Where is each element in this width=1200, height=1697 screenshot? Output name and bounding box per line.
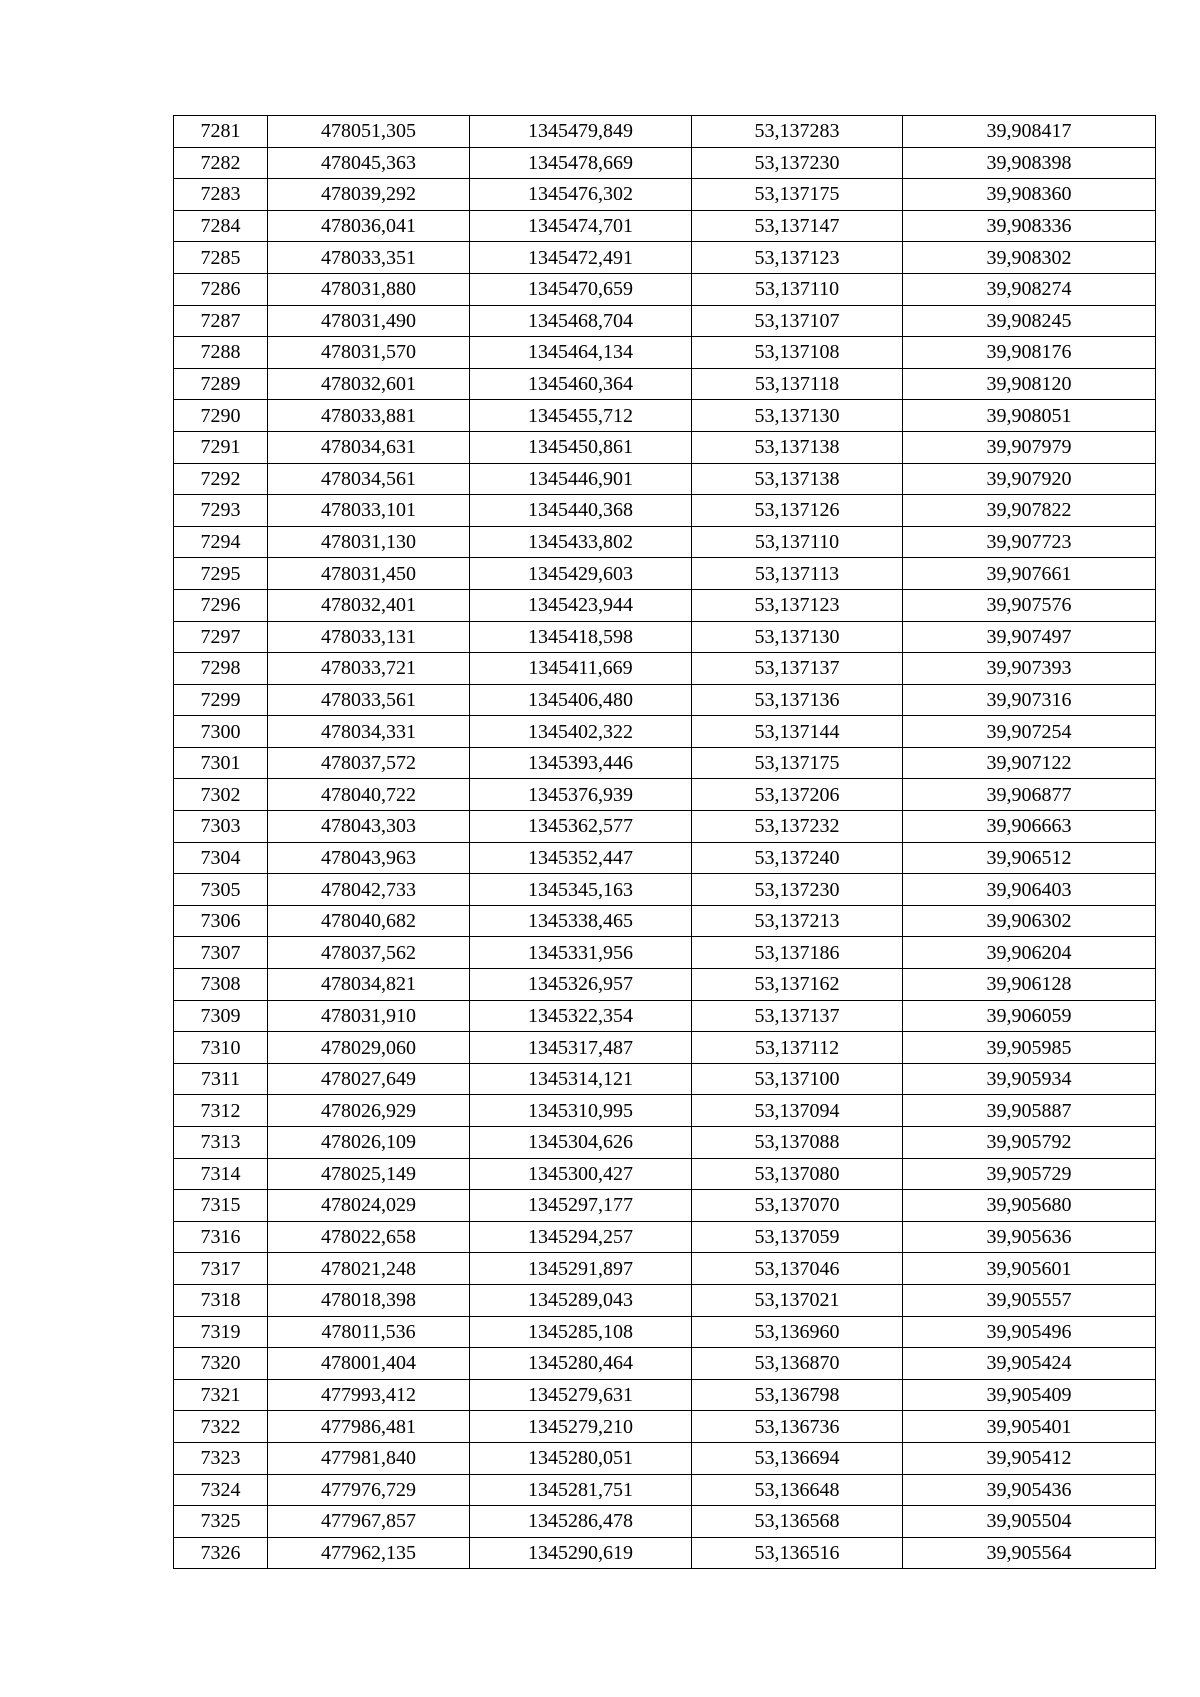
x-coordinate-cell: 478011,536 <box>268 1316 470 1348</box>
table-row <box>174 1190 1156 1222</box>
latitude-cell: 53,137094 <box>692 1095 903 1127</box>
longitude-cell: 39,908336 <box>903 210 1156 242</box>
point-number-cell: 7306 <box>174 905 268 937</box>
y-coordinate-cell: 1345338,465 <box>470 905 692 937</box>
point-number-cell: 7303 <box>174 811 268 843</box>
longitude-cell: 39,907723 <box>903 526 1156 558</box>
x-coordinate-cell: 478034,631 <box>268 431 470 463</box>
table-row <box>174 147 1156 179</box>
point-number-cell: 7291 <box>174 431 268 463</box>
point-number-cell: 7281 <box>174 116 268 148</box>
longitude-cell: 39,907576 <box>903 589 1156 621</box>
x-coordinate-cell: 478032,601 <box>268 368 470 400</box>
x-coordinate-cell: 478034,331 <box>268 716 470 748</box>
latitude-cell: 53,137123 <box>692 589 903 621</box>
table-row <box>174 621 1156 653</box>
x-coordinate-cell: 478033,721 <box>268 653 470 685</box>
latitude-cell: 53,137110 <box>692 526 903 558</box>
x-coordinate-cell: 478043,303 <box>268 811 470 843</box>
table-row <box>174 811 1156 843</box>
point-number-cell: 7288 <box>174 337 268 369</box>
latitude-cell: 53,137107 <box>692 305 903 337</box>
longitude-cell: 39,906512 <box>903 842 1156 874</box>
y-coordinate-cell: 1345314,121 <box>470 1063 692 1095</box>
x-coordinate-cell: 478040,682 <box>268 905 470 937</box>
x-coordinate-cell: 478031,910 <box>268 1000 470 1032</box>
y-coordinate-cell: 1345300,427 <box>470 1158 692 1190</box>
y-coordinate-cell: 1345279,631 <box>470 1379 692 1411</box>
table-row <box>174 495 1156 527</box>
point-number-cell: 7322 <box>174 1411 268 1443</box>
coordinates-table <box>173 115 1156 1569</box>
point-number-cell: 7314 <box>174 1158 268 1190</box>
latitude-cell: 53,137118 <box>692 368 903 400</box>
latitude-cell: 53,137088 <box>692 1127 903 1159</box>
table-row <box>174 1032 1156 1064</box>
latitude-cell: 53,137240 <box>692 842 903 874</box>
point-number-cell: 7320 <box>174 1348 268 1380</box>
point-number-cell: 7312 <box>174 1095 268 1127</box>
x-coordinate-cell: 478033,131 <box>268 621 470 653</box>
y-coordinate-cell: 1345476,302 <box>470 179 692 211</box>
latitude-cell: 53,137138 <box>692 431 903 463</box>
y-coordinate-cell: 1345446,901 <box>470 463 692 495</box>
x-coordinate-cell: 478043,963 <box>268 842 470 874</box>
x-coordinate-cell: 478037,562 <box>268 937 470 969</box>
x-coordinate-cell: 477967,857 <box>268 1506 470 1538</box>
x-coordinate-cell: 478033,101 <box>268 495 470 527</box>
point-number-cell: 7311 <box>174 1063 268 1095</box>
latitude-cell: 53,137186 <box>692 937 903 969</box>
longitude-cell: 39,905729 <box>903 1158 1156 1190</box>
longitude-cell: 39,905887 <box>903 1095 1156 1127</box>
latitude-cell: 53,136648 <box>692 1474 903 1506</box>
x-coordinate-cell: 477981,840 <box>268 1442 470 1474</box>
x-coordinate-cell: 478024,029 <box>268 1190 470 1222</box>
latitude-cell: 53,137138 <box>692 463 903 495</box>
longitude-cell: 39,905934 <box>903 1063 1156 1095</box>
y-coordinate-cell: 1345322,354 <box>470 1000 692 1032</box>
y-coordinate-cell: 1345418,598 <box>470 621 692 653</box>
table-row <box>174 431 1156 463</box>
x-coordinate-cell: 478021,248 <box>268 1253 470 1285</box>
longitude-cell: 39,908051 <box>903 400 1156 432</box>
table-row <box>174 969 1156 1001</box>
point-number-cell: 7290 <box>174 400 268 432</box>
x-coordinate-cell: 478001,404 <box>268 1348 470 1380</box>
longitude-cell: 39,905792 <box>903 1127 1156 1159</box>
y-coordinate-cell: 1345429,603 <box>470 558 692 590</box>
point-number-cell: 7284 <box>174 210 268 242</box>
latitude-cell: 53,136960 <box>692 1316 903 1348</box>
table-row <box>174 1474 1156 1506</box>
table-row <box>174 874 1156 906</box>
latitude-cell: 53,137232 <box>692 811 903 843</box>
y-coordinate-cell: 1345362,577 <box>470 811 692 843</box>
longitude-cell: 39,905557 <box>903 1284 1156 1316</box>
y-coordinate-cell: 1345474,701 <box>470 210 692 242</box>
point-number-cell: 7298 <box>174 653 268 685</box>
longitude-cell: 39,906877 <box>903 779 1156 811</box>
x-coordinate-cell: 478034,561 <box>268 463 470 495</box>
x-coordinate-cell: 478037,572 <box>268 747 470 779</box>
y-coordinate-cell: 1345291,897 <box>470 1253 692 1285</box>
latitude-cell: 53,137175 <box>692 747 903 779</box>
x-coordinate-cell: 478034,821 <box>268 969 470 1001</box>
x-coordinate-cell: 478031,570 <box>268 337 470 369</box>
x-coordinate-cell: 478033,881 <box>268 400 470 432</box>
longitude-cell: 39,908302 <box>903 242 1156 274</box>
point-number-cell: 7287 <box>174 305 268 337</box>
point-number-cell: 7317 <box>174 1253 268 1285</box>
y-coordinate-cell: 1345297,177 <box>470 1190 692 1222</box>
y-coordinate-cell: 1345280,464 <box>470 1348 692 1380</box>
longitude-cell: 39,908398 <box>903 147 1156 179</box>
table-row <box>174 1158 1156 1190</box>
y-coordinate-cell: 1345285,108 <box>470 1316 692 1348</box>
point-number-cell: 7283 <box>174 179 268 211</box>
table-row <box>174 842 1156 874</box>
latitude-cell: 53,136516 <box>692 1537 903 1569</box>
point-number-cell: 7323 <box>174 1442 268 1474</box>
y-coordinate-cell: 1345440,368 <box>470 495 692 527</box>
latitude-cell: 53,137080 <box>692 1158 903 1190</box>
table-row <box>174 684 1156 716</box>
x-coordinate-cell: 478026,109 <box>268 1127 470 1159</box>
longitude-cell: 39,908176 <box>903 337 1156 369</box>
point-number-cell: 7315 <box>174 1190 268 1222</box>
y-coordinate-cell: 1345317,487 <box>470 1032 692 1064</box>
point-number-cell: 7305 <box>174 874 268 906</box>
latitude-cell: 53,137147 <box>692 210 903 242</box>
y-coordinate-cell: 1345326,957 <box>470 969 692 1001</box>
longitude-cell: 39,907393 <box>903 653 1156 685</box>
longitude-cell: 39,905436 <box>903 1474 1156 1506</box>
point-number-cell: 7324 <box>174 1474 268 1506</box>
latitude-cell: 53,137144 <box>692 716 903 748</box>
point-number-cell: 7313 <box>174 1127 268 1159</box>
point-number-cell: 7296 <box>174 589 268 621</box>
longitude-cell: 39,907316 <box>903 684 1156 716</box>
longitude-cell: 39,905504 <box>903 1506 1156 1538</box>
x-coordinate-cell: 477986,481 <box>268 1411 470 1443</box>
table-row <box>174 747 1156 779</box>
y-coordinate-cell: 1345411,669 <box>470 653 692 685</box>
y-coordinate-cell: 1345464,134 <box>470 337 692 369</box>
x-coordinate-cell: 478051,305 <box>268 116 470 148</box>
x-coordinate-cell: 478040,722 <box>268 779 470 811</box>
latitude-cell: 53,136798 <box>692 1379 903 1411</box>
latitude-cell: 53,136870 <box>692 1348 903 1380</box>
table-row <box>174 1506 1156 1538</box>
latitude-cell: 53,137130 <box>692 621 903 653</box>
point-number-cell: 7285 <box>174 242 268 274</box>
y-coordinate-cell: 1345455,712 <box>470 400 692 432</box>
longitude-cell: 39,905401 <box>903 1411 1156 1443</box>
x-coordinate-cell: 478031,450 <box>268 558 470 590</box>
y-coordinate-cell: 1345478,669 <box>470 147 692 179</box>
table-row <box>174 242 1156 274</box>
longitude-cell: 39,907979 <box>903 431 1156 463</box>
table-row <box>174 305 1156 337</box>
point-number-cell: 7294 <box>174 526 268 558</box>
point-number-cell: 7300 <box>174 716 268 748</box>
y-coordinate-cell: 1345470,659 <box>470 273 692 305</box>
longitude-cell: 39,907822 <box>903 495 1156 527</box>
y-coordinate-cell: 1345393,446 <box>470 747 692 779</box>
point-number-cell: 7316 <box>174 1221 268 1253</box>
table-row <box>174 1537 1156 1569</box>
point-number-cell: 7309 <box>174 1000 268 1032</box>
table-row <box>174 1000 1156 1032</box>
point-number-cell: 7310 <box>174 1032 268 1064</box>
table-row <box>174 1348 1156 1380</box>
x-coordinate-cell: 478026,929 <box>268 1095 470 1127</box>
longitude-cell: 39,905496 <box>903 1316 1156 1348</box>
latitude-cell: 53,137230 <box>692 874 903 906</box>
table-row <box>174 1379 1156 1411</box>
latitude-cell: 53,137070 <box>692 1190 903 1222</box>
table-row <box>174 1316 1156 1348</box>
y-coordinate-cell: 1345352,447 <box>470 842 692 874</box>
point-number-cell: 7304 <box>174 842 268 874</box>
y-coordinate-cell: 1345345,163 <box>470 874 692 906</box>
longitude-cell: 39,905409 <box>903 1379 1156 1411</box>
point-number-cell: 7321 <box>174 1379 268 1411</box>
y-coordinate-cell: 1345433,802 <box>470 526 692 558</box>
latitude-cell: 53,137123 <box>692 242 903 274</box>
table-row <box>174 116 1156 148</box>
latitude-cell: 53,137112 <box>692 1032 903 1064</box>
y-coordinate-cell: 1345460,364 <box>470 368 692 400</box>
table-row <box>174 526 1156 558</box>
table-row <box>174 1442 1156 1474</box>
y-coordinate-cell: 1345406,480 <box>470 684 692 716</box>
longitude-cell: 39,907661 <box>903 558 1156 590</box>
y-coordinate-cell: 1345423,944 <box>470 589 692 621</box>
table-row <box>174 716 1156 748</box>
table-row <box>174 210 1156 242</box>
latitude-cell: 53,136568 <box>692 1506 903 1538</box>
latitude-cell: 53,136694 <box>692 1442 903 1474</box>
table-row <box>174 368 1156 400</box>
point-number-cell: 7297 <box>174 621 268 653</box>
x-coordinate-cell: 478033,561 <box>268 684 470 716</box>
table-row <box>174 1063 1156 1095</box>
latitude-cell: 53,137100 <box>692 1063 903 1095</box>
table-row <box>174 1411 1156 1443</box>
table-row <box>174 1095 1156 1127</box>
y-coordinate-cell: 1345479,849 <box>470 116 692 148</box>
point-number-cell: 7318 <box>174 1284 268 1316</box>
point-number-cell: 7282 <box>174 147 268 179</box>
longitude-cell: 39,906302 <box>903 905 1156 937</box>
longitude-cell: 39,906403 <box>903 874 1156 906</box>
x-coordinate-cell: 478029,060 <box>268 1032 470 1064</box>
coordinates-table-body <box>174 116 1156 1569</box>
table-row <box>174 905 1156 937</box>
longitude-cell: 39,906663 <box>903 811 1156 843</box>
longitude-cell: 39,906059 <box>903 1000 1156 1032</box>
longitude-cell: 39,905412 <box>903 1442 1156 1474</box>
table-row <box>174 1127 1156 1159</box>
table-row <box>174 558 1156 590</box>
latitude-cell: 53,137108 <box>692 337 903 369</box>
table-row <box>174 1221 1156 1253</box>
latitude-cell: 53,137206 <box>692 779 903 811</box>
x-coordinate-cell: 478025,149 <box>268 1158 470 1190</box>
y-coordinate-cell: 1345310,995 <box>470 1095 692 1127</box>
table-row <box>174 337 1156 369</box>
x-coordinate-cell: 478022,658 <box>268 1221 470 1253</box>
longitude-cell: 39,908274 <box>903 273 1156 305</box>
y-coordinate-cell: 1345402,322 <box>470 716 692 748</box>
point-number-cell: 7299 <box>174 684 268 716</box>
latitude-cell: 53,137213 <box>692 905 903 937</box>
latitude-cell: 53,137162 <box>692 969 903 1001</box>
latitude-cell: 53,137126 <box>692 495 903 527</box>
x-coordinate-cell: 478031,490 <box>268 305 470 337</box>
y-coordinate-cell: 1345331,956 <box>470 937 692 969</box>
latitude-cell: 53,137137 <box>692 653 903 685</box>
table-row <box>174 1253 1156 1285</box>
longitude-cell: 39,905680 <box>903 1190 1156 1222</box>
longitude-cell: 39,908245 <box>903 305 1156 337</box>
point-number-cell: 7325 <box>174 1506 268 1538</box>
y-coordinate-cell: 1345289,043 <box>470 1284 692 1316</box>
longitude-cell: 39,905564 <box>903 1537 1156 1569</box>
longitude-cell: 39,905424 <box>903 1348 1156 1380</box>
longitude-cell: 39,906204 <box>903 937 1156 969</box>
latitude-cell: 53,137110 <box>692 273 903 305</box>
table-row <box>174 400 1156 432</box>
point-number-cell: 7286 <box>174 273 268 305</box>
point-number-cell: 7293 <box>174 495 268 527</box>
latitude-cell: 53,137137 <box>692 1000 903 1032</box>
x-coordinate-cell: 477962,135 <box>268 1537 470 1569</box>
x-coordinate-cell: 478031,880 <box>268 273 470 305</box>
x-coordinate-cell: 478039,292 <box>268 179 470 211</box>
x-coordinate-cell: 477976,729 <box>268 1474 470 1506</box>
latitude-cell: 53,137021 <box>692 1284 903 1316</box>
x-coordinate-cell: 478018,398 <box>268 1284 470 1316</box>
x-coordinate-cell: 478031,130 <box>268 526 470 558</box>
longitude-cell: 39,905985 <box>903 1032 1156 1064</box>
table-row <box>174 653 1156 685</box>
y-coordinate-cell: 1345281,751 <box>470 1474 692 1506</box>
latitude-cell: 53,137175 <box>692 179 903 211</box>
longitude-cell: 39,908417 <box>903 116 1156 148</box>
longitude-cell: 39,907920 <box>903 463 1156 495</box>
table-row <box>174 273 1156 305</box>
y-coordinate-cell: 1345294,257 <box>470 1221 692 1253</box>
point-number-cell: 7307 <box>174 937 268 969</box>
y-coordinate-cell: 1345286,478 <box>470 1506 692 1538</box>
x-coordinate-cell: 478036,041 <box>268 210 470 242</box>
y-coordinate-cell: 1345472,491 <box>470 242 692 274</box>
latitude-cell: 53,137059 <box>692 1221 903 1253</box>
point-number-cell: 7319 <box>174 1316 268 1348</box>
latitude-cell: 53,137113 <box>692 558 903 590</box>
latitude-cell: 53,137283 <box>692 116 903 148</box>
y-coordinate-cell: 1345280,051 <box>470 1442 692 1474</box>
longitude-cell: 39,905636 <box>903 1221 1156 1253</box>
latitude-cell: 53,137130 <box>692 400 903 432</box>
latitude-cell: 53,136736 <box>692 1411 903 1443</box>
latitude-cell: 53,137136 <box>692 684 903 716</box>
point-number-cell: 7292 <box>174 463 268 495</box>
longitude-cell: 39,907254 <box>903 716 1156 748</box>
table-row <box>174 937 1156 969</box>
point-number-cell: 7295 <box>174 558 268 590</box>
x-coordinate-cell: 478027,649 <box>268 1063 470 1095</box>
point-number-cell: 7308 <box>174 969 268 1001</box>
y-coordinate-cell: 1345304,626 <box>470 1127 692 1159</box>
latitude-cell: 53,137046 <box>692 1253 903 1285</box>
x-coordinate-cell: 477993,412 <box>268 1379 470 1411</box>
x-coordinate-cell: 478042,733 <box>268 874 470 906</box>
table-row <box>174 779 1156 811</box>
table-row <box>174 1284 1156 1316</box>
point-number-cell: 7302 <box>174 779 268 811</box>
longitude-cell: 39,907122 <box>903 747 1156 779</box>
y-coordinate-cell: 1345450,861 <box>470 431 692 463</box>
longitude-cell: 39,908120 <box>903 368 1156 400</box>
longitude-cell: 39,908360 <box>903 179 1156 211</box>
x-coordinate-cell: 478032,401 <box>268 589 470 621</box>
table-row <box>174 463 1156 495</box>
longitude-cell: 39,905601 <box>903 1253 1156 1285</box>
longitude-cell: 39,907497 <box>903 621 1156 653</box>
point-number-cell: 7301 <box>174 747 268 779</box>
y-coordinate-cell: 1345468,704 <box>470 305 692 337</box>
x-coordinate-cell: 478033,351 <box>268 242 470 274</box>
latitude-cell: 53,137230 <box>692 147 903 179</box>
x-coordinate-cell: 478045,363 <box>268 147 470 179</box>
table-row <box>174 589 1156 621</box>
y-coordinate-cell: 1345376,939 <box>470 779 692 811</box>
y-coordinate-cell: 1345290,619 <box>470 1537 692 1569</box>
table-row <box>174 179 1156 211</box>
longitude-cell: 39,906128 <box>903 969 1156 1001</box>
point-number-cell: 7289 <box>174 368 268 400</box>
point-number-cell: 7326 <box>174 1537 268 1569</box>
y-coordinate-cell: 1345279,210 <box>470 1411 692 1443</box>
